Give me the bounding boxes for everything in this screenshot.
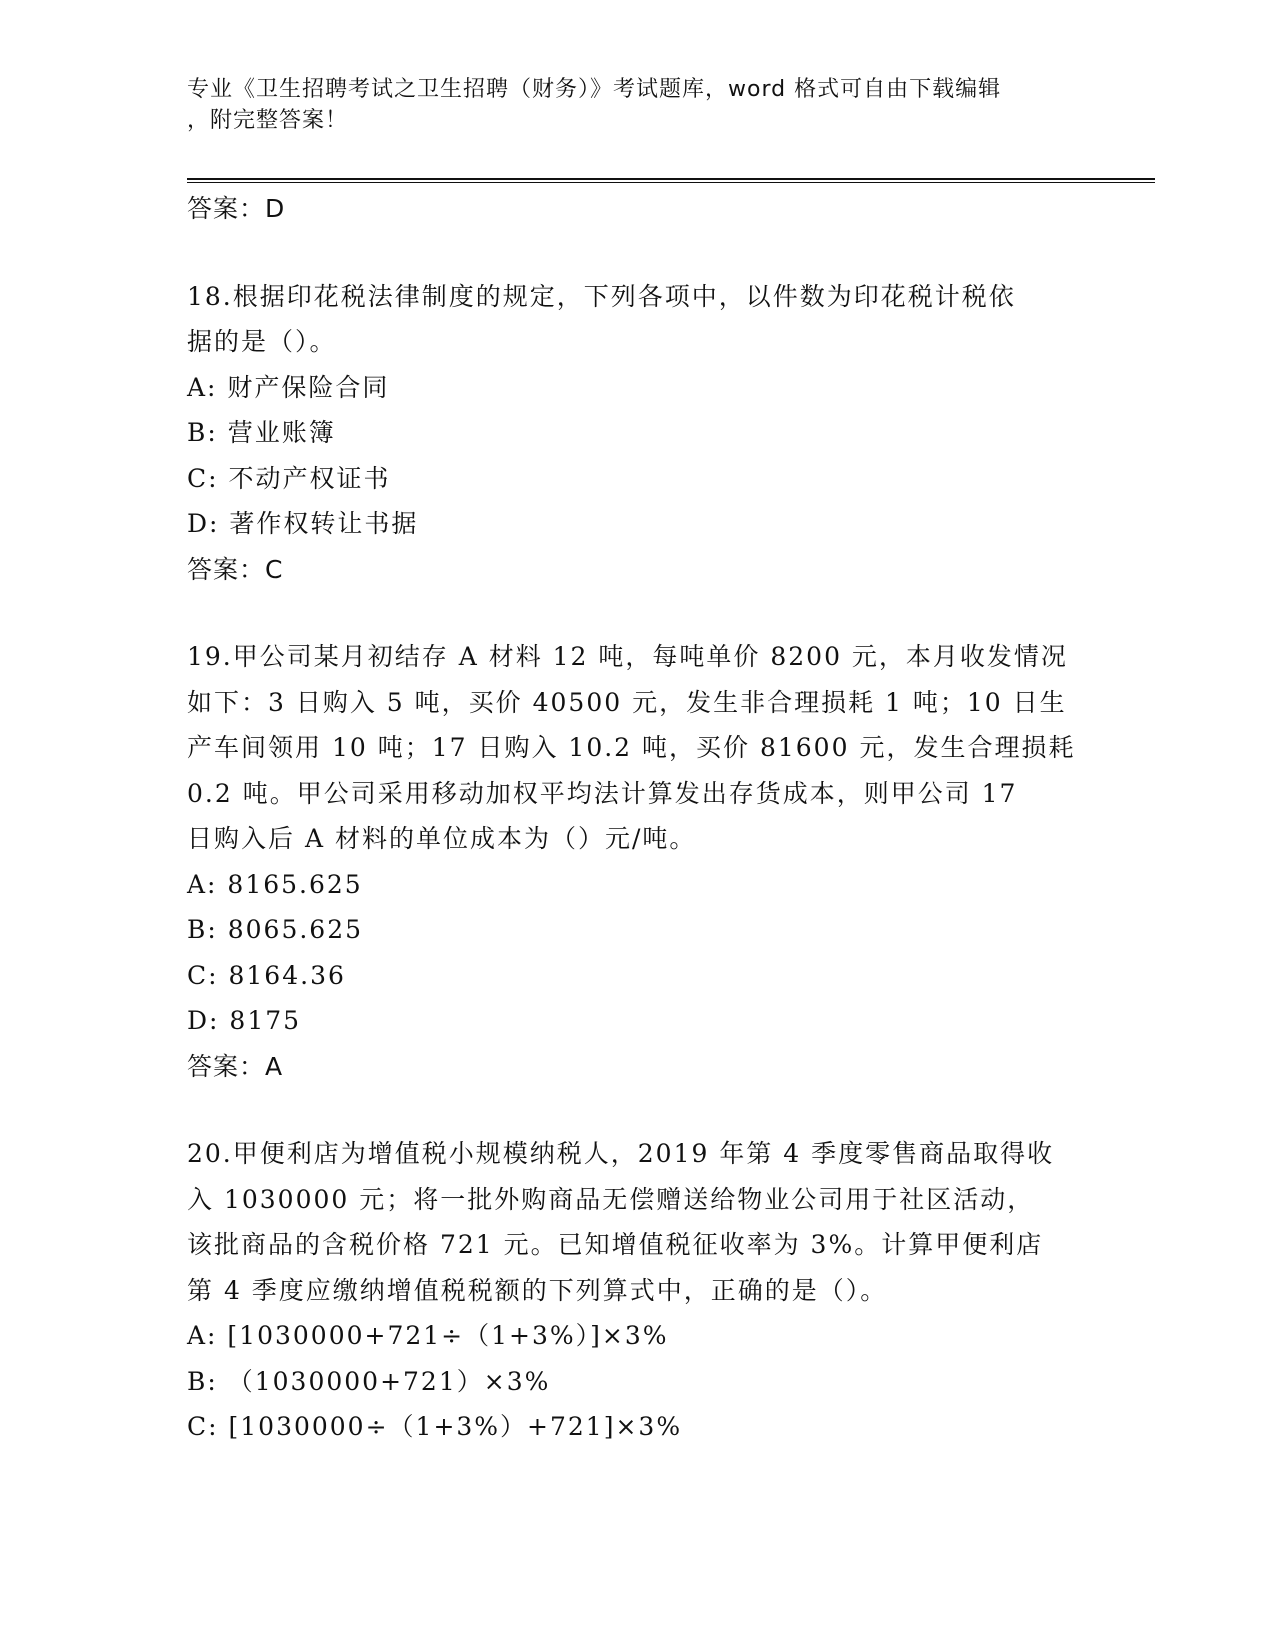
page-header (187, 74, 1087, 136)
answer: 答案：A (187, 1051, 284, 1081)
option-d: D: 8175 (187, 1006, 302, 1035)
answer: 答案：C (187, 554, 284, 584)
header-line-2: ，附完整答案！ (187, 108, 349, 133)
question-19 (187, 634, 1087, 1089)
question-text-line: 18.根据印花税法律制度的规定，下列各项中，以件数为印花税计税依 (187, 281, 1016, 311)
option-b: B: 营业账簿 (187, 418, 336, 447)
option-c: C: 8164.36 (187, 960, 346, 990)
question-20 (187, 1131, 1087, 1450)
spacer (187, 1089, 1087, 1131)
spacer (187, 232, 1087, 274)
option-d: D: 著作权转让书据 (187, 509, 419, 538)
previous-answer: 答案：D (187, 194, 286, 223)
question-18 (187, 274, 1087, 593)
question-text-line: 如下：3 日购入 5 吨，买价 40500 元，发生非合理损耗 1 吨；10 日生 (187, 687, 1067, 717)
option-b: B: （1030000+721）×3% (187, 1366, 551, 1396)
header-line-1: 专业《卫生招聘考试之卫生招聘（财务）》考试题库，word 格式可自由下载编辑 (187, 77, 1002, 102)
option-a: A: 8165.625 (187, 869, 363, 899)
option-a: A: [1030000+721÷（1+3%）]×3% (187, 1321, 669, 1350)
option-c: C: 不动产权证书 (187, 463, 391, 493)
question-text-line: 20.甲便利店为增值税小规模纳税人，2019 年第 4 季度零售商品取得收 (187, 1139, 1055, 1168)
question-text-line: 19.甲公司某月初结存 A 材料 12 吨，每吨单价 8200 元，本月收发情况 (187, 642, 1068, 671)
spacer (187, 592, 1087, 634)
question-text-line: 0.2 吨。甲公司采用移动加权平均法计算发出存货成本，则甲公司 17 (187, 778, 1018, 808)
document-body (187, 186, 1087, 1450)
option-c: C: [1030000÷（1+3%）+721]×3% (187, 1412, 683, 1441)
question-text-line: 该批商品的含税价格 721 元。已知增值税征收率为 3%。计算甲便利店 (187, 1230, 1044, 1259)
header-divider (187, 178, 1155, 183)
option-a: A: 财产保险合同 (187, 372, 390, 402)
question-text-line: 日购入后 A 材料的单位成本为（）元/吨。 (187, 824, 697, 853)
option-b: B: 8065.625 (187, 915, 364, 944)
question-text-line: 产车间领用 10 吨；17 日购入 10.2 吨，买价 81600 元，发生合理损耗 (187, 733, 1076, 762)
question-text-line: 第 4 季度应缴纳增值税税额的下列算式中，正确的是（）。 (187, 1275, 888, 1305)
question-text-line: 入 1030000 元；将一批外购商品无偿赠送给物业公司用于社区活动， (187, 1184, 1035, 1214)
question-text-line: 据的是（）。 (187, 327, 337, 356)
